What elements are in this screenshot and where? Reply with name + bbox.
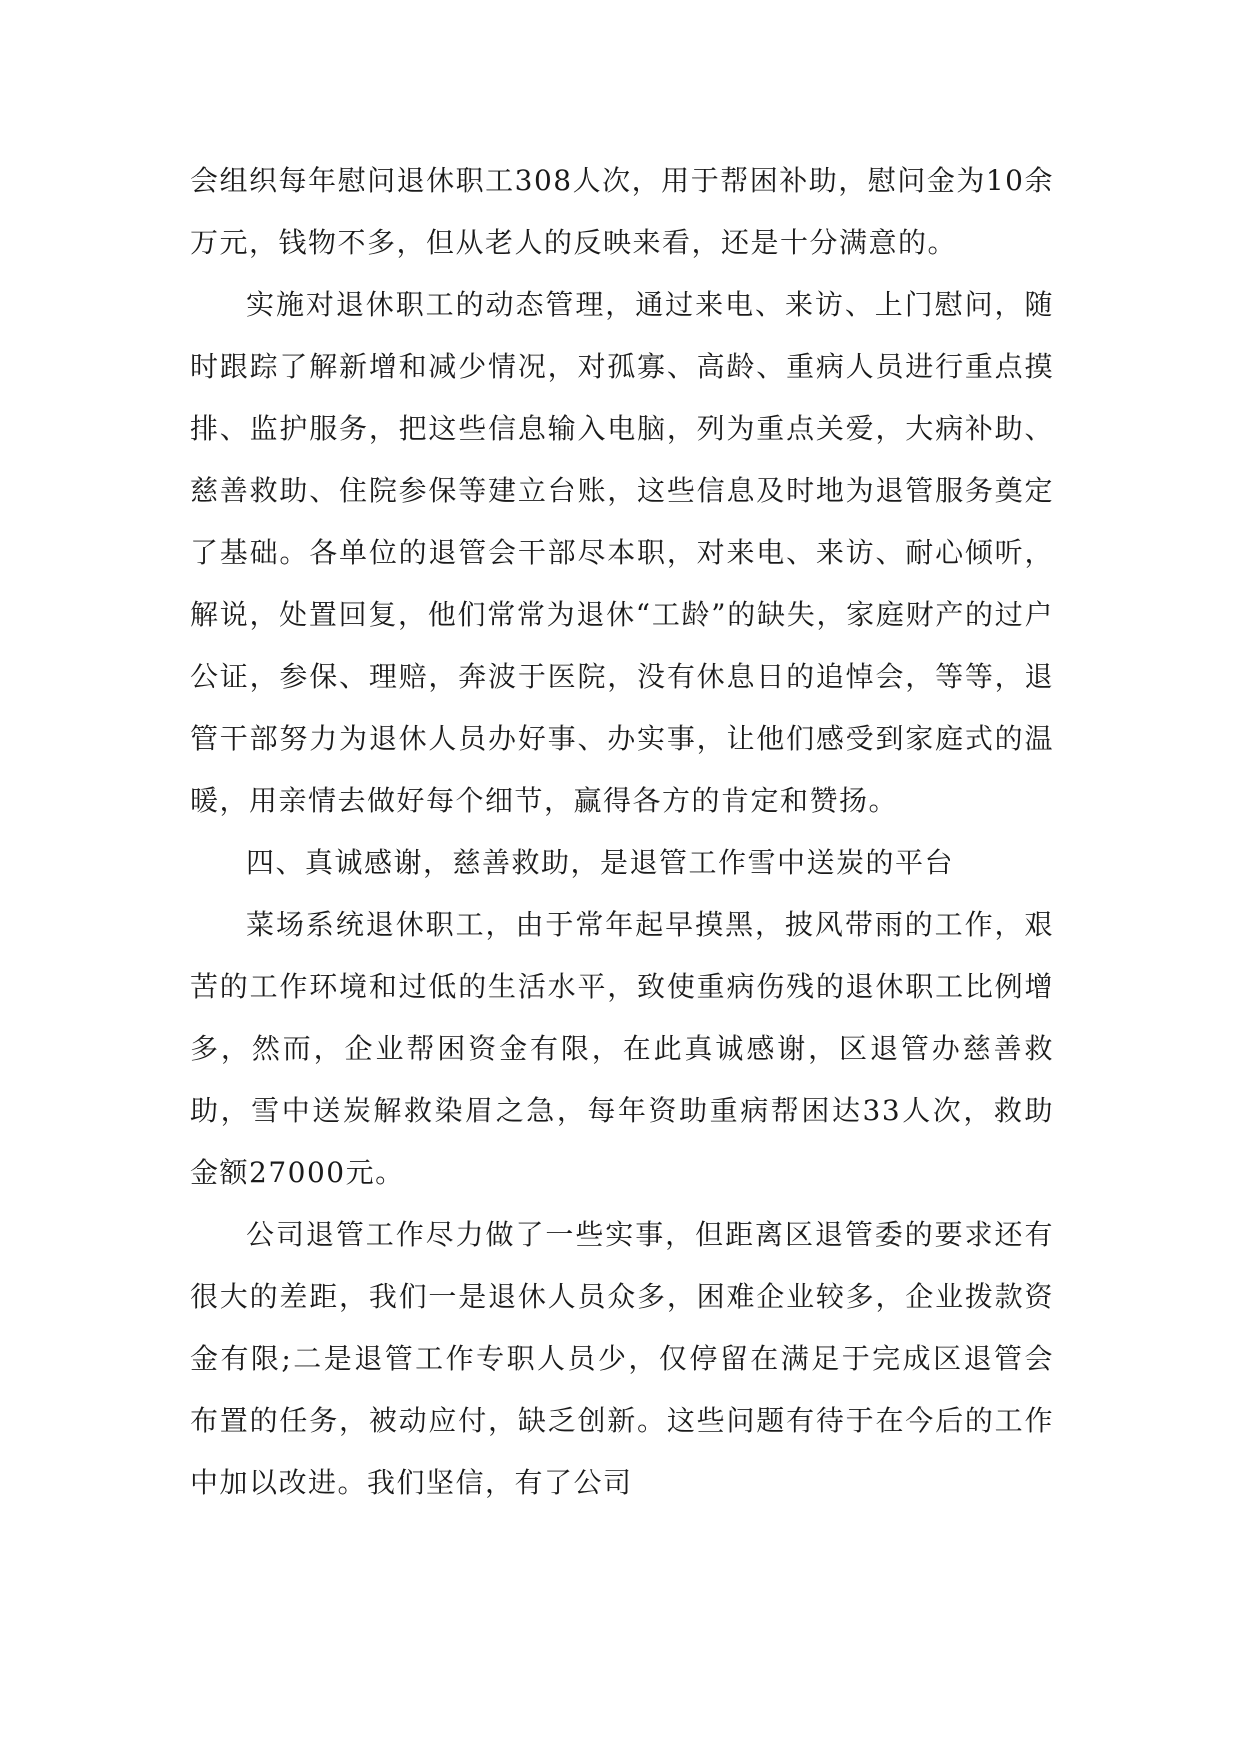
- document-body: [190, 150, 1054, 1514]
- section-heading: 四、真诚感谢，慈善救助，是退管工作雪中送炭的平台: [246, 846, 955, 879]
- paragraph-4: 公司退管工作尽力做了一些实事，但距离区退管委的要求还有很大的差距，我们一是退休人员众多，困难企业较多，企业拨款资金有限;二是退管工作专职人员少，仅停留在满足于完成区退管会布置的任务，被动应付，缺乏创新。这些问题有待于在今后的工作中加以改进。我们坚信，有了公司: [190, 1218, 1054, 1499]
- paragraph-2: 实施对退休职工的动态管理，通过来电、来访、上门慰问，随时跟踪了解新增和减少情况，对孤寡、高龄、重病人员进行重点摸排、监护服务，把这些信息输入电脑，列为重点关爱，大病补助、慈善救助、住院参保等建立台账，这些信息及时地为退管服务奠定了基础。各单位的退管会干部尽本职，对来电、来访、耐心倾听，解说，处置回复，他们常常为退休“工龄”的缺失，家庭财产的过户公证，参保、理赔，奔波于医院，没有休息日的追悼会，等等，退管干部努力为退休人员办好事、办实事，让他们感受到家庭式的温暖，用亲情去做好每个细节，赢得各方的肯定和赞扬。: [190, 288, 1054, 817]
- paragraph-3: 菜场系统退休职工，由于常年起早摸黑，披风带雨的工作，艰苦的工作环境和过低的生活水平，致使重病伤残的退休职工比例增多，然而，企业帮困资金有限，在此真诚感谢，区退管办慈善救助，雪中送炭解救染眉之急，每年资助重病帮困达33人次，救助金额27000元。: [190, 908, 1054, 1189]
- paragraph-1: 会组织每年慰问退休职工308人次，用于帮困补助，慰问金为10余万元，钱物不多，但从老人的反映来看，还是十分满意的。: [190, 164, 1054, 259]
